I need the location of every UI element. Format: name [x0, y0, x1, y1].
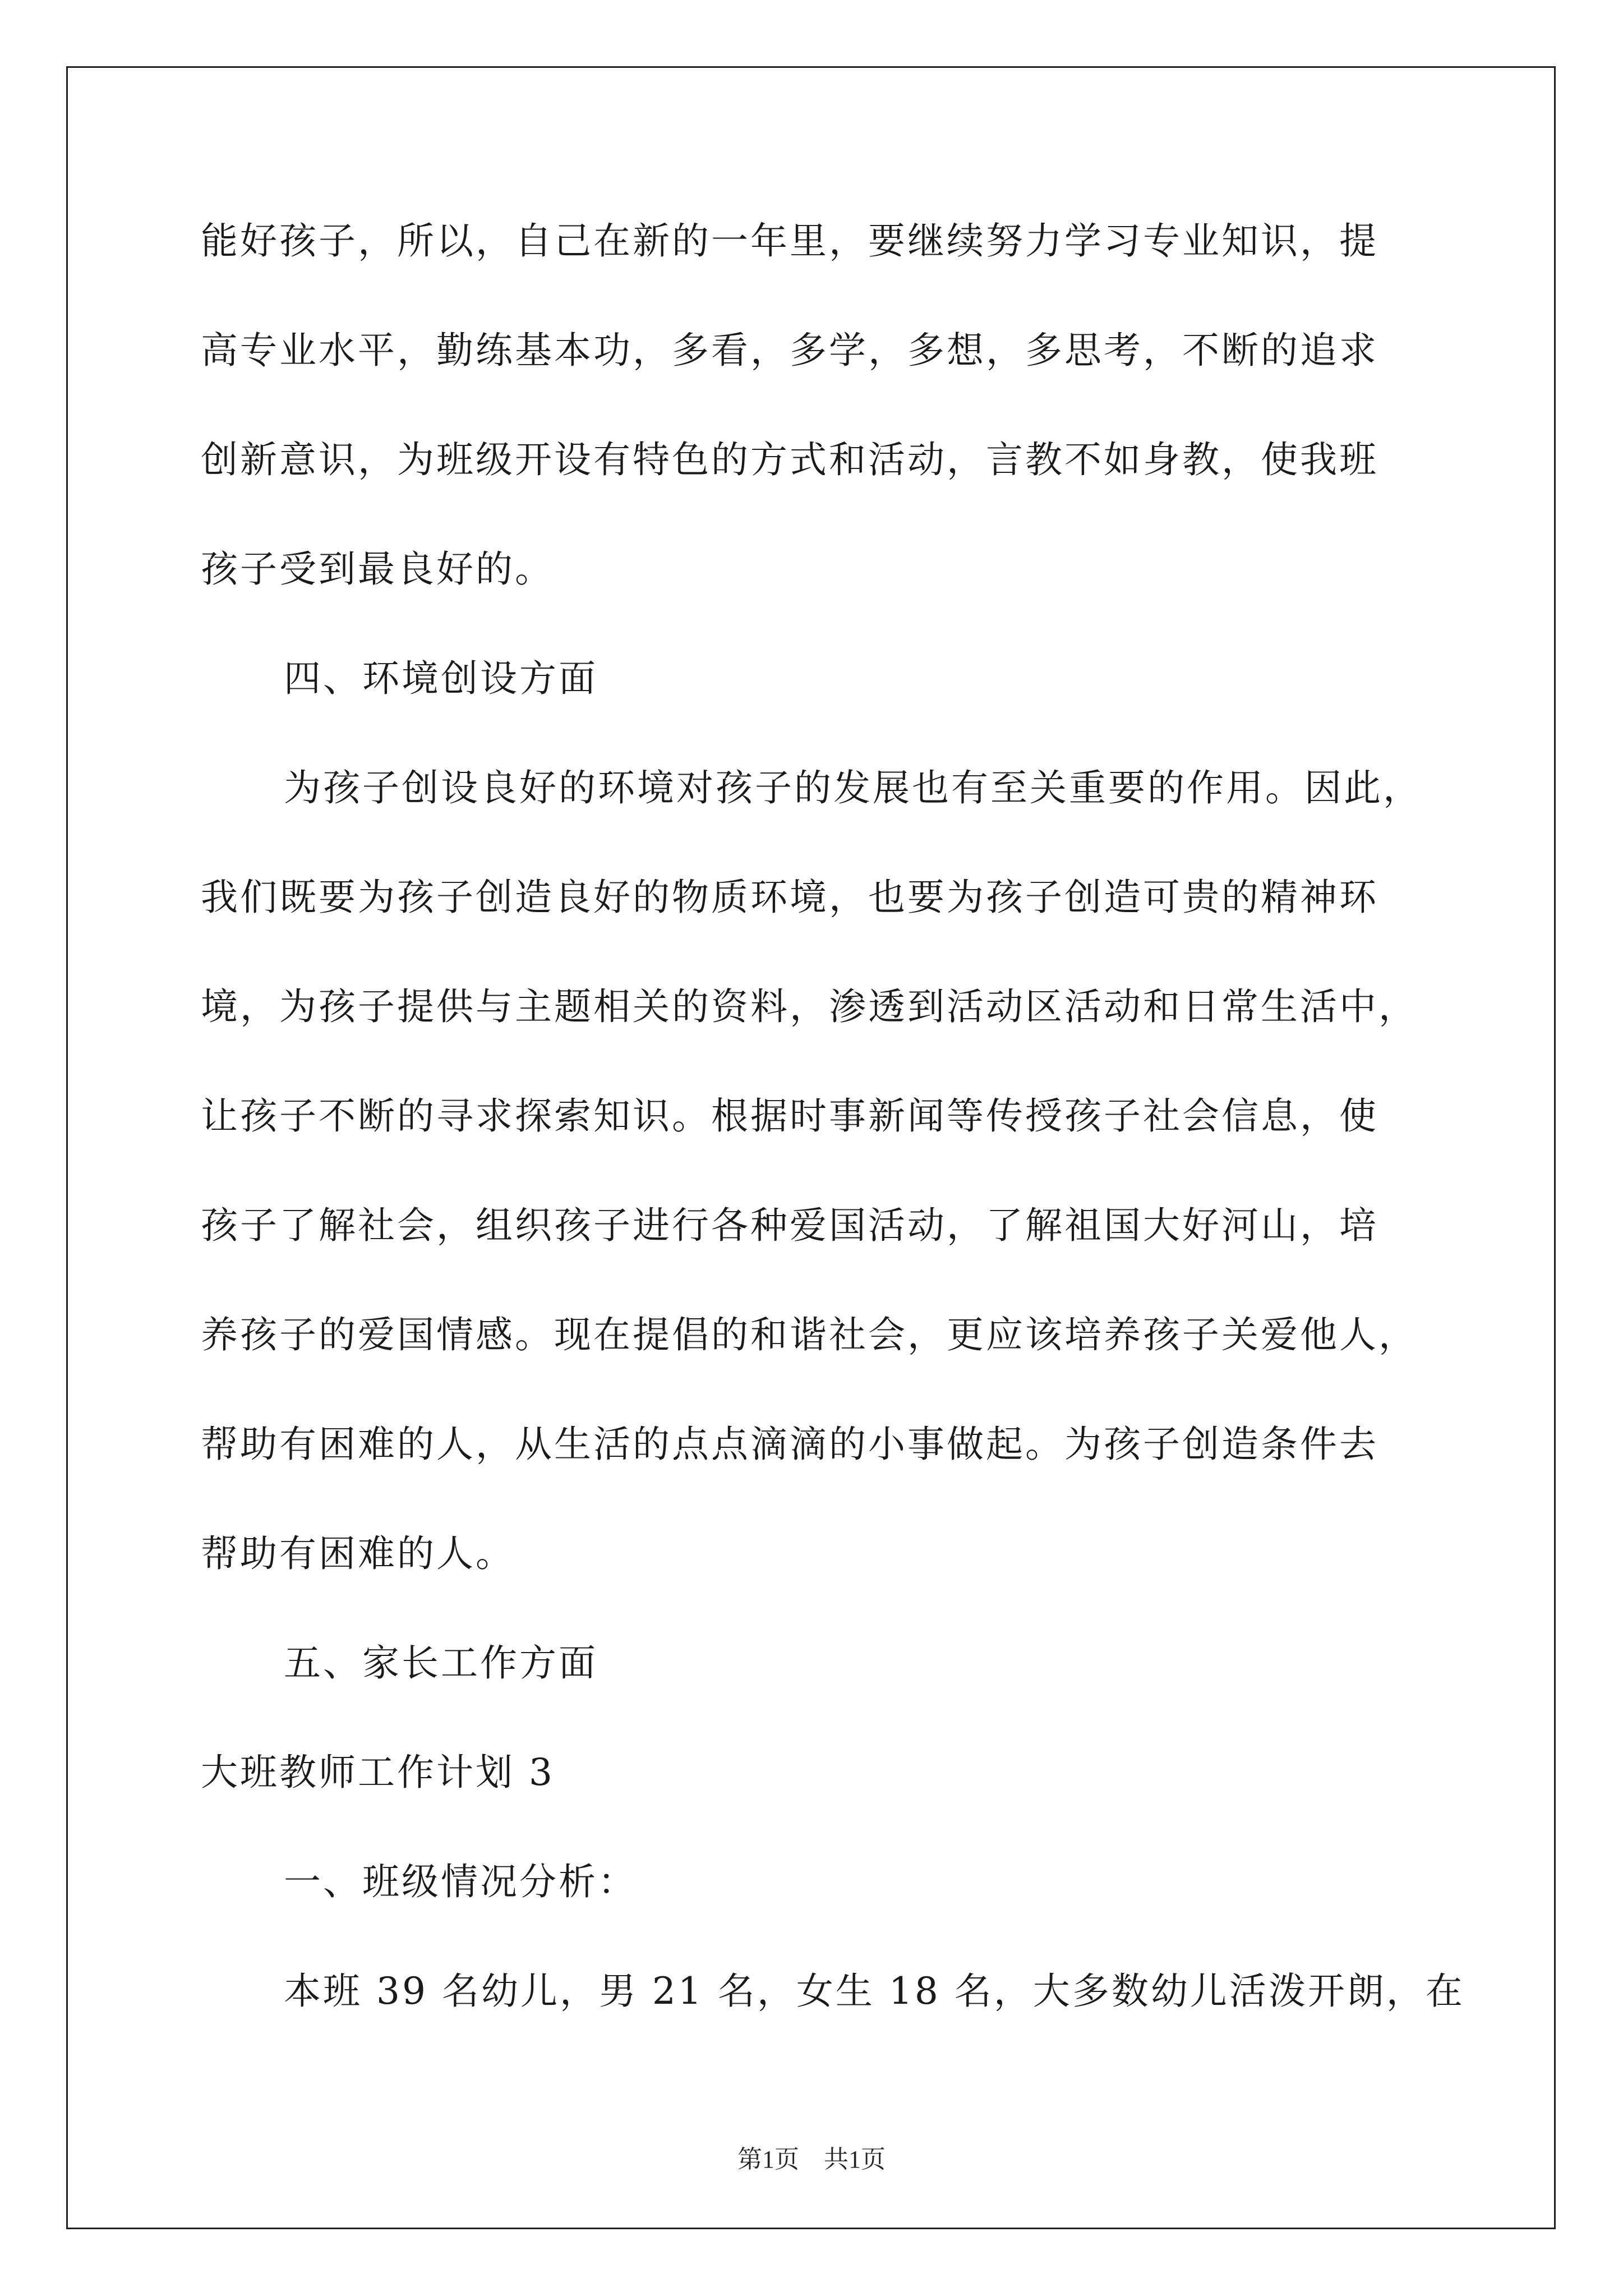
paragraph-line: 为孩子创设良好的环境对孩子的发展也有至关重要的作用。因此，: [284, 766, 1422, 809]
paragraph-line: 高专业水平，勤练基本功，多看，多学，多想，多思考，不断的追求: [201, 329, 1378, 372]
section-heading: 一、班级情况分析：: [284, 1860, 637, 1903]
paragraph-line: 能好孩子，所以，自己在新的一年里，要继续努力学习专业知识，提: [201, 219, 1378, 263]
paragraph-line: 孩子了解社会，组织孩子进行各种爱国活动，了解祖国大好河山，培: [201, 1204, 1378, 1247]
section-heading: 五、家长工作方面: [284, 1641, 598, 1685]
paragraph-line: 帮助有困难的人，从生活的点点滴滴的小事做起。为孩子创造条件去: [201, 1423, 1378, 1466]
paragraph-line: 创新意识，为班级开设有特色的方式和活动，言教不如身教，使我班: [201, 438, 1378, 481]
paragraph-line: 帮助有困难的人。: [201, 1532, 515, 1575]
document-title: 大班教师工作计划 3: [201, 1751, 555, 1794]
paragraph-line: 孩子受到最良好的。: [201, 547, 554, 591]
paragraph-line: 让孩子不断的寻求探索知识。根据时事新闻等传授孩子社会信息，使: [201, 1094, 1378, 1138]
paragraph-line: 养孩子的爱国情感。现在提倡的和谐社会，更应该培养孩子关爱他人，: [201, 1313, 1418, 1356]
section-heading: 四、环境创设方面: [284, 657, 598, 700]
paragraph-line: 我们既要为孩子创造良好的物质环境，也要为孩子创造可贵的精神环: [201, 876, 1378, 919]
page-footer: 第1页 共1页: [737, 2146, 886, 2173]
paragraph-line: 本班 39 名幼儿，男 21 名，女生 18 名，大多数幼儿活泼开朗，在: [284, 1970, 1465, 2013]
paragraph-line: 境，为孩子提供与主题相关的资料，渗透到活动区活动和日常生活中，: [201, 985, 1418, 1028]
